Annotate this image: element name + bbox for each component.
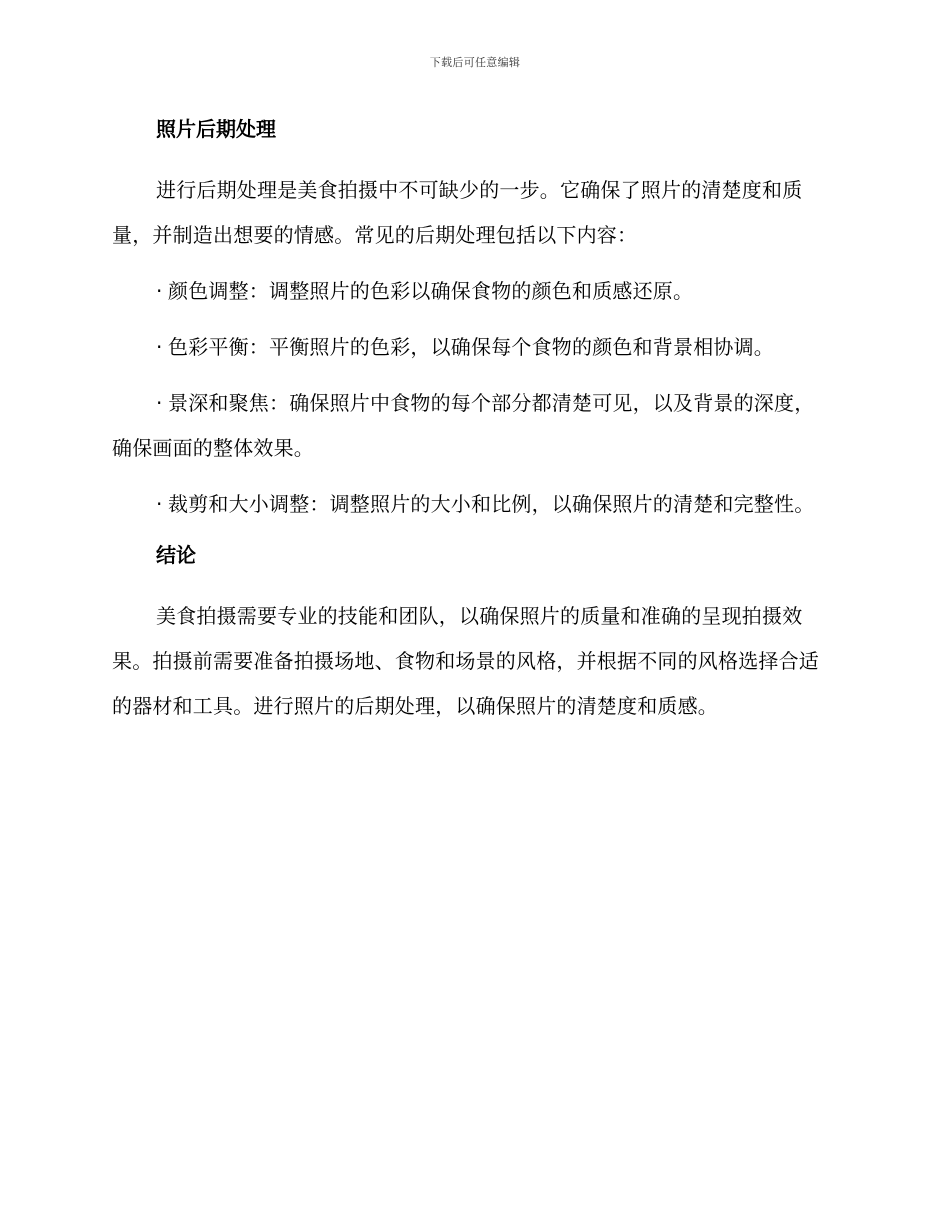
bullet-item-color-balance <box>112 325 834 370</box>
document-body <box>112 112 834 740</box>
bullet-text: 裁剪和大小调整：调整照片的大小和比例，以确保照片的清楚和完整性。 <box>168 492 815 516</box>
bullet-mark: · <box>156 391 163 415</box>
section-heading-conclusion: 结论 <box>156 543 196 567</box>
bullet-item-crop-resize <box>112 482 834 527</box>
section-heading-post-processing: 照片后期处理 <box>156 117 276 141</box>
bullet-text: 景深和聚焦：确保照片中食物的每个部分都清楚可见，以及背景的深度，确保画面的整体效果。 <box>112 391 815 460</box>
bullet-mark: · <box>156 492 163 516</box>
conclusion-paragraph: 美食拍摄需要专业的技能和团队，以确保照片的质量和准确的呈现拍摄效果。拍摄前需要准备拍摄场地、食物和场景的风格，并根据不同的风格选择合适的器材和工具。进行照片的后期处理，以确保照片的清楚度和质感。 <box>112 604 819 718</box>
bullet-text: 色彩平衡：平衡照片的色彩，以确保每个食物的颜色和背景相协调。 <box>168 335 774 359</box>
bullet-item-depth-focus <box>112 381 834 471</box>
bullet-item-color-adjust <box>112 269 834 314</box>
intro-paragraph: 进行后期处理是美食拍摄中不可缺少的一步。它确保了照片的清楚度和质量，并制造出想要的情感。常见的后期处理包括以下内容： <box>112 178 803 247</box>
bullet-mark: · <box>156 279 163 303</box>
bullet-mark: · <box>156 335 163 359</box>
bullet-text: 颜色调整：调整照片的色彩以确保食物的颜色和质感还原。 <box>168 279 694 303</box>
page-header: 下载后可任意编辑 <box>429 56 521 69</box>
